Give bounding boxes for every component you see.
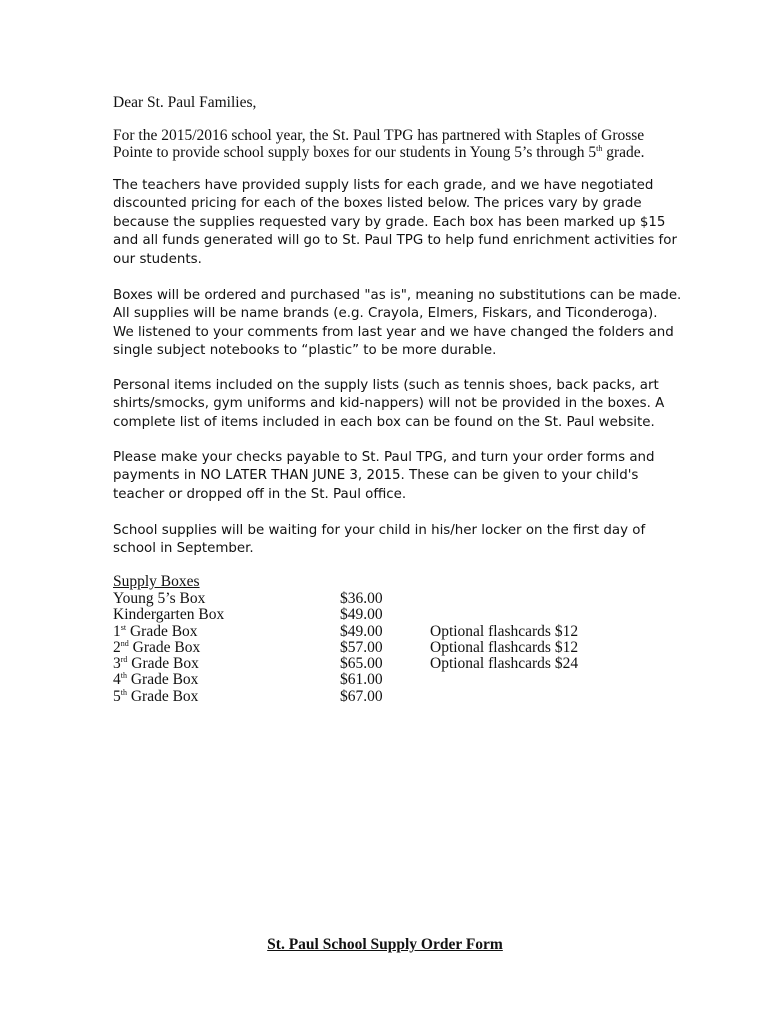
paragraph-pricing	[113, 177, 677, 269]
supply-row	[113, 590, 673, 606]
intro-line-2-text: Pointe to provide school supply boxes for our students in Young 5’s through 5	[113, 144, 597, 161]
supply-row-name	[113, 606, 224, 623]
row-number: 4	[113, 671, 121, 689]
row-ordinal: st	[120, 622, 127, 632]
row-label: Grade Box	[127, 655, 199, 673]
supply-row-price: $36.00	[340, 590, 383, 607]
intro-line-2	[113, 144, 673, 161]
paragraph-line: payments in NO LATER THAN JUNE 3, 2015. These can be given to your child's	[113, 468, 639, 484]
paragraph-line: complete list of items included in each box can be found on the St. Paul website.	[113, 414, 655, 430]
row-number: 1	[113, 622, 121, 640]
paragraph-line: our students.	[113, 251, 202, 267]
row-ordinal: th	[120, 687, 127, 697]
supply-row-name	[113, 590, 205, 607]
paragraph-line: discounted pricing for each of the boxes listed below. The prices vary by grade	[113, 196, 642, 212]
row-label: Young 5’s Box	[113, 590, 206, 607]
supply-row-price: $65.00	[340, 655, 383, 673]
paragraph-ordering	[113, 287, 682, 361]
paragraph-line: school in September.	[113, 541, 254, 557]
supply-row	[113, 623, 673, 639]
paragraph-delivery	[113, 522, 673, 559]
supply-row-price: $49.00	[340, 622, 383, 640]
supply-row-name	[113, 671, 198, 688]
intro-line-2-end: grade.	[602, 144, 645, 161]
row-label: Grade Box	[126, 687, 199, 705]
intro-paragraph	[113, 127, 673, 161]
paragraph-line: shirts/smocks, gym uniforms and kid-nappers) will not be provided in the boxes. A	[113, 396, 665, 412]
paragraph-line: Please make your checks payable to St. Paul TPG, and turn your order forms and	[113, 450, 655, 465]
supply-row-price: $57.00	[340, 638, 383, 656]
supply-row	[113, 639, 673, 655]
supply-row-optional: Optional flashcards $12	[430, 622, 579, 640]
row-label: Grade Box	[126, 622, 198, 640]
row-number: 5	[113, 687, 121, 705]
intro-line-1: For the 2015/2016 school year, the St. Paul TPG has partnered with Staples of Grosse	[113, 127, 645, 144]
paragraph-line: single subject notebooks to “plastic” to be more durable.	[113, 343, 497, 359]
supply-row-name	[113, 688, 198, 705]
paragraph-line: Personal items included on the supply lists (such as tennis shoes, back packs, art	[113, 378, 659, 393]
row-number: 2	[113, 638, 121, 656]
supply-row-price: $61.00	[340, 671, 383, 689]
order-form-title: St. Paul School Supply Order Form	[267, 936, 503, 953]
row-number: 3	[113, 655, 121, 673]
supply-row-name	[113, 639, 200, 656]
row-label: Grade Box	[126, 671, 199, 689]
row-ordinal: rd	[120, 655, 128, 665]
row-label: Kindergarten Box	[113, 606, 225, 624]
paragraph-line: and all funds generated will go to St. Paul TPG to help fund enrichment activities for	[113, 233, 677, 249]
supply-row-name	[113, 655, 199, 672]
paragraph-line: because the supplies requested vary by grade. Each box has been marked up $15	[113, 214, 666, 230]
supply-row	[113, 606, 673, 622]
paragraph-line: All supplies will be name brands (e.g. Crayola, Elmers, Fiskars, and Ticonderoga).	[113, 306, 658, 322]
supply-row-optional: Optional flashcards $24	[430, 655, 579, 673]
supply-row-price: $49.00	[340, 606, 383, 624]
paragraph-personal-items	[113, 377, 673, 432]
supply-row-name	[113, 623, 198, 640]
row-ordinal: th	[120, 671, 127, 681]
paragraph-line: We listened to your comments from last year and we have changed the folders and	[113, 324, 674, 340]
supply-row	[113, 655, 673, 671]
supply-row-price: $67.00	[340, 687, 383, 705]
row-ordinal: nd	[120, 638, 129, 648]
supply-row-optional: Optional flashcards $12	[430, 638, 579, 656]
paragraph-line: teacher or dropped off in the St. Paul office.	[113, 486, 407, 502]
row-label: Grade Box	[128, 638, 201, 656]
salutation: Dear St. Paul Families,	[113, 94, 257, 111]
supply-boxes-list	[113, 573, 673, 704]
paragraph-line: The teachers have provided supply lists for each grade, and we have negotiated	[113, 178, 654, 193]
paragraph-line: Boxes will be ordered and purchased "as is", meaning no substitutions can be made.	[113, 288, 682, 303]
intro-line-2-sup: th	[596, 144, 603, 153]
supply-boxes-heading: Supply Boxes	[113, 573, 200, 590]
supply-row	[113, 671, 673, 687]
supply-row	[113, 688, 673, 704]
paragraph-line: School supplies will be waiting for your child in his/her locker on the first day of	[113, 523, 646, 538]
paragraph-payment	[113, 449, 673, 504]
